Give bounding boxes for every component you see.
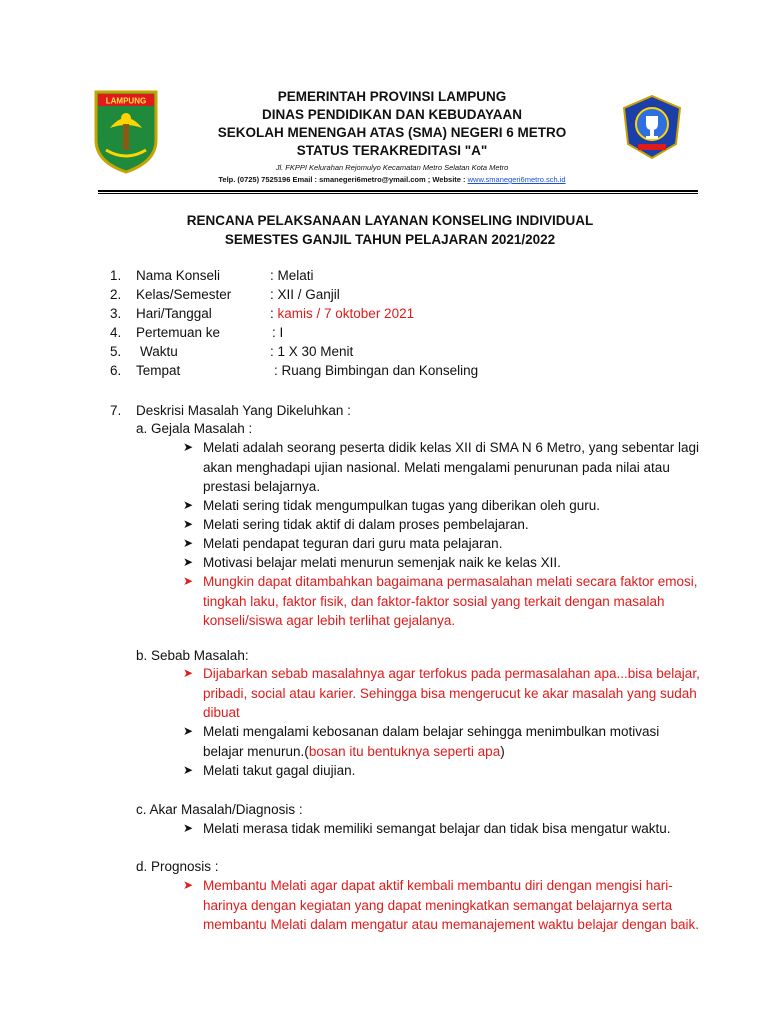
arrow-bullet-icon: ➤ xyxy=(183,498,194,512)
bullet-text xyxy=(203,722,703,761)
school-logo xyxy=(620,94,684,160)
row-number: 6. xyxy=(110,363,122,378)
section-7-heading: Deskrisi Masalah Yang Dikeluhkan : xyxy=(136,403,351,418)
letterhead xyxy=(168,88,616,186)
bullet-suffix: ) xyxy=(500,743,505,759)
lampung-logo xyxy=(92,88,160,174)
header-address: Jl. FKPPI Kelurahan Rejomulyo Kecamatan Metro Selatan Kota Metro xyxy=(275,163,509,172)
date-value: kamis / 7 oktober 2021 xyxy=(273,306,415,321)
review-note-text: Dijabarkan sebab masalahnya agar terfokus pada permasalahan apa...bisa belajar, pribadi, social atau karier. Sehingga bisa mengerucut ke akar masalah yang sudah dibuat xyxy=(203,666,700,720)
bullet-text: Melati sering tidak mengumpulkan tugas yang diberikan oleh guru. xyxy=(203,498,600,513)
row-value: : Ruang Bimbingan dan Konseling xyxy=(274,363,479,378)
arrow-bullet-icon: ➤ xyxy=(183,724,194,738)
header-line-accreditation: STATUS TERAKREDITASI "A" xyxy=(296,143,488,158)
bullet-main-text: Melati mengalami kebosanan dalam belajar sehingga menimbulkan motivasi belajar menurun.( xyxy=(203,724,660,759)
row-value: : 1 X 30 Menit xyxy=(270,344,354,359)
row-label: Nama Konseli xyxy=(136,268,221,283)
identity-row xyxy=(110,266,670,285)
title-line-2: SEMESTES GANJIL TAHUN PELAJARAN 2021/2022 xyxy=(224,232,556,247)
section-7-number: 7. xyxy=(110,403,122,418)
title-line-1: RENCANA PELAKSANAAN LAYANAN KONSELING INDIVIDUAL xyxy=(186,213,594,228)
row-number: 5. xyxy=(110,344,122,359)
row-value-colon: : xyxy=(270,306,274,321)
review-note-text: Mungkin dapat ditambahkan bagaimana permasalahan melati secara faktor emosi, tingkah laku, faktor fisik, dan faktor-faktor sosial yang terkait dengan masalah konseli/siswa agar lebih terlihat gejalanya. xyxy=(203,574,698,628)
row-number: 3. xyxy=(110,306,122,321)
header-line-office: DINAS PENDIDIKAN DAN KEBUDAYAAN xyxy=(261,107,523,122)
row-number: 1. xyxy=(110,268,122,283)
review-note-text: Membantu Melati agar dapat aktif kembali membantu diri dengan mengisi hari-harinya dengan kegiatan yang dapat meningkatkan semangat belajarnya serta membantu Melati dalam mengatur atau memanajement waktu belajar dengan baik. xyxy=(203,878,700,932)
arrow-bullet-icon: ➤ xyxy=(183,517,194,531)
bullet-text: Melati merasa tidak memiliki semangat belajar dan tidak bisa mengatur waktu. xyxy=(203,821,671,836)
header-divider-thin xyxy=(98,193,698,194)
arrow-bullet-icon: ➤ xyxy=(183,440,194,454)
subsection-d-heading: d. Prognosis : xyxy=(136,859,219,874)
row-number: 4. xyxy=(110,325,122,340)
row-value: : Melati xyxy=(270,268,314,283)
header-contact xyxy=(168,174,616,186)
arrow-bullet-icon: ➤ xyxy=(183,536,194,550)
identity-row xyxy=(110,285,670,304)
contact-text: Telp. (0725) 7525196 Email : smanegeri6metro@ymail.com ; Website : xyxy=(218,175,468,184)
identity-row xyxy=(110,342,670,361)
arrow-bullet-icon: ➤ xyxy=(183,666,194,680)
bullet-text: Melati adalah seorang peserta didik kelas XII di SMA N 6 Metro, yang sebentar lagi akan menghadapi ujian nasional. Melati mengalami penurunan pada nilai atau prestasi belajarnya. xyxy=(203,440,700,494)
subsection-a-heading: a. Gejala Masalah : xyxy=(136,421,253,436)
review-note-inline: bosan itu bentuknya seperti apa xyxy=(308,743,501,759)
arrow-bullet-icon: ➤ xyxy=(183,878,194,892)
bullet-text: Melati sering tidak aktif di dalam proses pembelajaran. xyxy=(203,517,529,532)
header-line-school: SEKOLAH MENENGAH ATAS (SMA) NEGERI 6 METRO xyxy=(217,125,567,140)
arrow-bullet-icon: ➤ xyxy=(183,555,194,569)
arrow-bullet-icon: ➤ xyxy=(183,821,194,835)
bullet-text: Melati takut gagal diujian. xyxy=(203,763,356,778)
row-label: Kelas/Semester xyxy=(136,287,232,302)
row-label: Waktu xyxy=(140,344,178,359)
subsection-b-heading: b. Sebab Masalah: xyxy=(136,648,249,663)
subsection-c-heading: c. Akar Masalah/Diagnosis : xyxy=(136,802,303,817)
arrow-bullet-icon: ➤ xyxy=(183,763,194,777)
row-label: Pertemuan ke xyxy=(136,325,221,340)
svg-text:LAMPUNG: LAMPUNG xyxy=(105,96,147,106)
row-value: : I xyxy=(272,325,284,340)
row-label: Hari/Tanggal xyxy=(136,306,212,321)
header-line-province: PEMERINTAH PROVINSI LAMPUNG xyxy=(277,89,507,104)
row-value xyxy=(270,304,414,323)
row-value: : XII / Ganjil xyxy=(270,287,340,302)
arrow-bullet-icon: ➤ xyxy=(183,574,194,588)
identity-list xyxy=(110,266,670,380)
identity-row xyxy=(110,323,670,342)
identity-row xyxy=(110,361,670,380)
identity-row xyxy=(110,304,670,323)
website-link[interactable]: www.smanegeri6metro.sch.id xyxy=(467,175,566,184)
bullet-text: Melati pendapat teguran dari guru mata pelajaran. xyxy=(203,536,503,551)
row-number: 2. xyxy=(110,287,122,302)
document-title xyxy=(110,211,670,249)
bullet-text: Motivasi belajar melati menurun semenjak naik ke kelas XII. xyxy=(203,555,561,570)
row-label: Tempat xyxy=(136,363,181,378)
header-divider-thick xyxy=(98,190,698,192)
